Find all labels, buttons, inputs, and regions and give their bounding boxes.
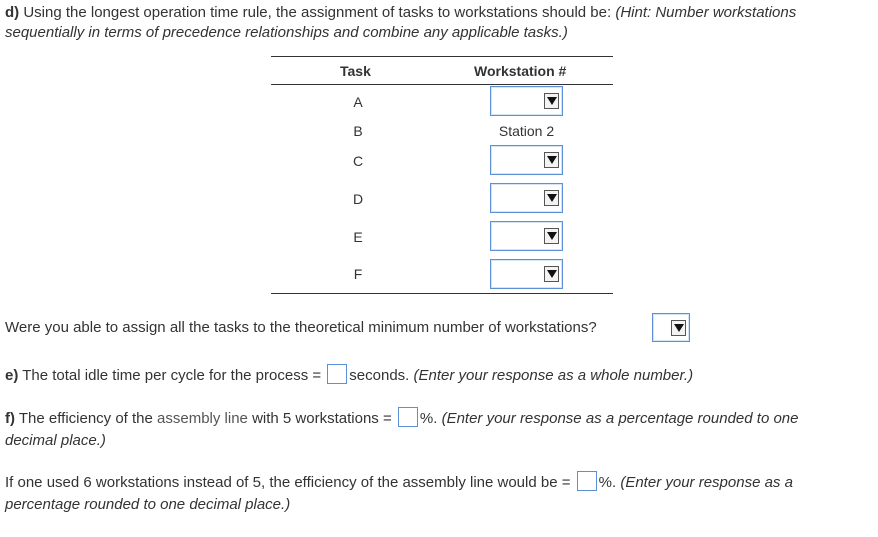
efficiency-5-input[interactable] <box>398 407 418 427</box>
part-e-line <box>5 364 693 386</box>
workstation-select-a[interactable] <box>490 86 563 116</box>
part-six-line1 <box>5 471 793 493</box>
part-e-text-after: seconds. <box>349 367 414 384</box>
part-six-note-1: (Enter your response as a <box>620 474 793 491</box>
task-label-a: A <box>353 94 363 110</box>
workstation-select-c[interactable] <box>490 145 563 175</box>
part-e-text-before: The total idle time per cycle for the process = <box>18 367 326 384</box>
efficiency-6-input[interactable] <box>577 471 597 491</box>
part-six-note-2: percentage rounded to one decimal place.) <box>5 496 291 513</box>
part-d-text: Using the longest operation time rule, the assignment of tasks to workstations should be: <box>19 4 616 21</box>
question-min-workstations: Were you able to assign all the tasks to the theoretical minimum number of workstations? <box>5 319 597 336</box>
part-f-label: f) <box>5 410 15 427</box>
dropdown-arrow-icon[interactable] <box>544 152 559 168</box>
part-d-line1 <box>5 2 796 23</box>
assembly-line-link[interactable]: assembly line <box>157 410 248 427</box>
task-label-c: C <box>352 153 364 169</box>
header-divider <box>271 84 613 85</box>
assignment-table <box>271 56 613 294</box>
column-header-task: Task <box>340 63 371 79</box>
dropdown-arrow-icon[interactable] <box>544 228 559 244</box>
part-f-note-2: decimal place.) <box>5 432 106 449</box>
idle-time-input[interactable] <box>327 364 347 384</box>
task-label-e: E <box>353 229 363 245</box>
dropdown-arrow-icon[interactable] <box>671 320 686 336</box>
min-workstations-select[interactable] <box>652 313 690 342</box>
part-e-label: e) <box>5 367 19 384</box>
part-e-note: (Enter your response as a whole number.) <box>413 367 694 384</box>
part-f-note-1: (Enter your response as a percentage rounded to one <box>441 410 799 427</box>
task-label-b: B <box>353 123 363 139</box>
workstation-select-d[interactable] <box>490 183 563 213</box>
part-d-hint-2: sequentially in terms of precedence relationships and combine any applicable tasks.) <box>5 24 568 41</box>
workstation-value-b: Station 2 <box>498 123 555 139</box>
part-f-text-before: The efficiency of the <box>15 410 158 427</box>
workstation-select-f[interactable] <box>490 259 563 289</box>
part-f-line1 <box>5 407 798 429</box>
workstation-select-e[interactable] <box>490 221 563 251</box>
part-f-text-after: %. <box>419 410 442 427</box>
part-six-text-before: If one used 6 workstations instead of 5, the efficiency of the assembly line would be = <box>5 474 575 491</box>
part-f-text-mid: with 5 workstations = <box>247 410 396 427</box>
part-d-label: d) <box>5 4 20 21</box>
dropdown-arrow-icon[interactable] <box>544 266 559 282</box>
task-label-f: F <box>353 266 363 282</box>
part-six-text-after: %. <box>598 474 621 491</box>
part-d-hint-1: (Hint: Number workstations <box>615 4 797 21</box>
column-header-workstation: Workstation # <box>474 63 567 79</box>
task-label-d: D <box>352 191 364 207</box>
dropdown-arrow-icon[interactable] <box>544 190 559 206</box>
dropdown-arrow-icon[interactable] <box>544 93 559 109</box>
